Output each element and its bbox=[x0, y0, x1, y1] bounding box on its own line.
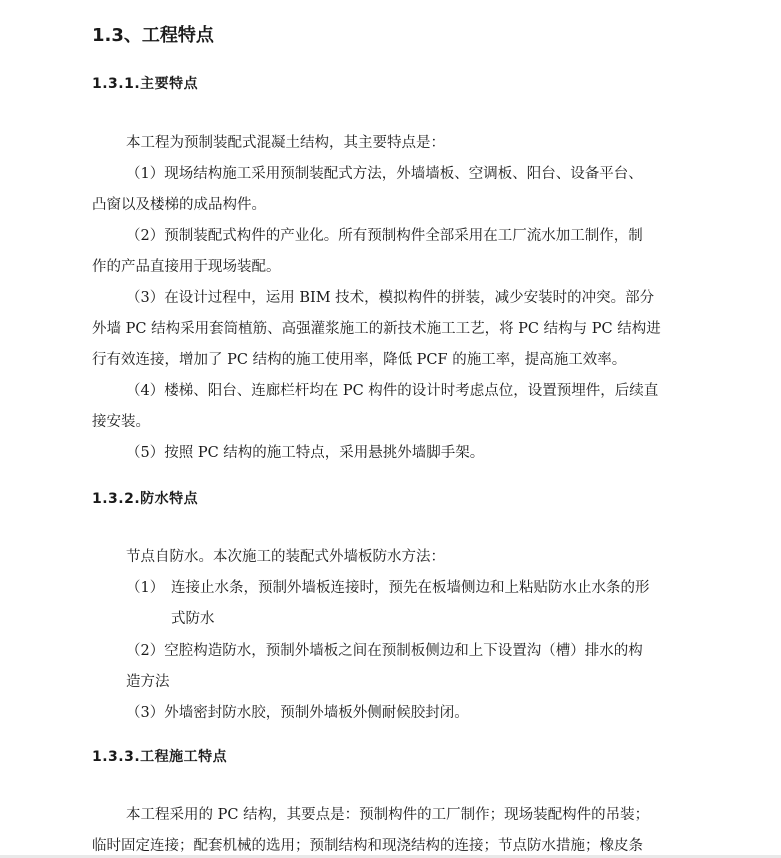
construction-intro-line-1: 本工程采用的 PC 结构，其要点是：预制构件的工厂制作；现场装配构件的吊装； bbox=[126, 807, 650, 823]
main-feature-item-3-line-2: 外墙 PC 结构采用套筒植筋、高强灌浆施工的新技术施工工艺，将 PC 结构与 PC 结构进 bbox=[92, 321, 661, 337]
main-feature-item-2-line-2: 作的产品直接用于现场装配。 bbox=[92, 259, 281, 275]
waterproof-heading: 1.3.2.防水特点 bbox=[92, 491, 199, 507]
main-feature-item-1-line-1: （1）现场结构施工采用预制装配式方法，外墙墙板、空调板、阳台、设备平台、 bbox=[126, 166, 643, 182]
main-feature-item-3-line-1: （3）在设计过程中，运用 BIM 技术，模拟构件的拼装，减少安装时的冲突。部分 bbox=[126, 290, 655, 306]
waterproof-item-2-line-2: 造方法 bbox=[126, 674, 170, 690]
waterproof-item-1-line-1: 连接止水条，预制外墙板连接时，预先在板墙侧边和上粘贴防水止水条的形 bbox=[171, 580, 650, 596]
waterproof-item-2-line-1: （2）空腔构造防水，预制外墙板之间在预制板侧边和上下设置沟（槽）排水的构 bbox=[126, 643, 643, 659]
waterproof-item-1-number: （1） bbox=[126, 580, 165, 596]
waterproof-intro: 节点自防水。本次施工的装配式外墙板防水方法： bbox=[126, 549, 445, 565]
main-feature-item-4-line-1: （4）楼梯、阳台、连廊栏杆均在 PC 构件的设计时考虑点位，设置预埋件，后续直 bbox=[126, 383, 659, 399]
main-feature-item-5-line-1: （5）按照 PC 结构的施工特点，采用悬挑外墙脚手架。 bbox=[126, 445, 485, 461]
waterproof-item-1-line-2: 式防水 bbox=[171, 611, 215, 627]
main-features-heading: 1.3.1.主要特点 bbox=[92, 76, 199, 92]
main-feature-item-2-line-1: （2）预制装配式构件的产业化。所有预制构件全部采用在工厂流水加工制作，制 bbox=[126, 228, 643, 244]
main-feature-item-1-line-2: 凸窗以及楼梯的成品构件。 bbox=[92, 197, 266, 213]
construction-heading: 1.3.3.工程施工特点 bbox=[92, 749, 228, 765]
waterproof-item-3-line-1: （3）外墙密封防水胶，预制外墙板外侧耐候胶封闭。 bbox=[126, 705, 469, 721]
main-features-intro: 本工程为预制装配式混凝土结构，其主要特点是： bbox=[126, 135, 445, 151]
main-feature-item-3-line-3: 行有效连接，增加了 PC 结构的施工使用率，降低 PCF 的施工率，提高施工效率。 bbox=[92, 352, 627, 368]
section-title: 1.3、工程特点 bbox=[92, 25, 214, 46]
main-feature-item-4-line-2: 接安装。 bbox=[92, 414, 150, 430]
construction-intro-line-2: 临时固定连接；配套机械的选用；预制结构和现浇结构的连接；节点防水措施；橡皮条 bbox=[92, 838, 643, 854]
